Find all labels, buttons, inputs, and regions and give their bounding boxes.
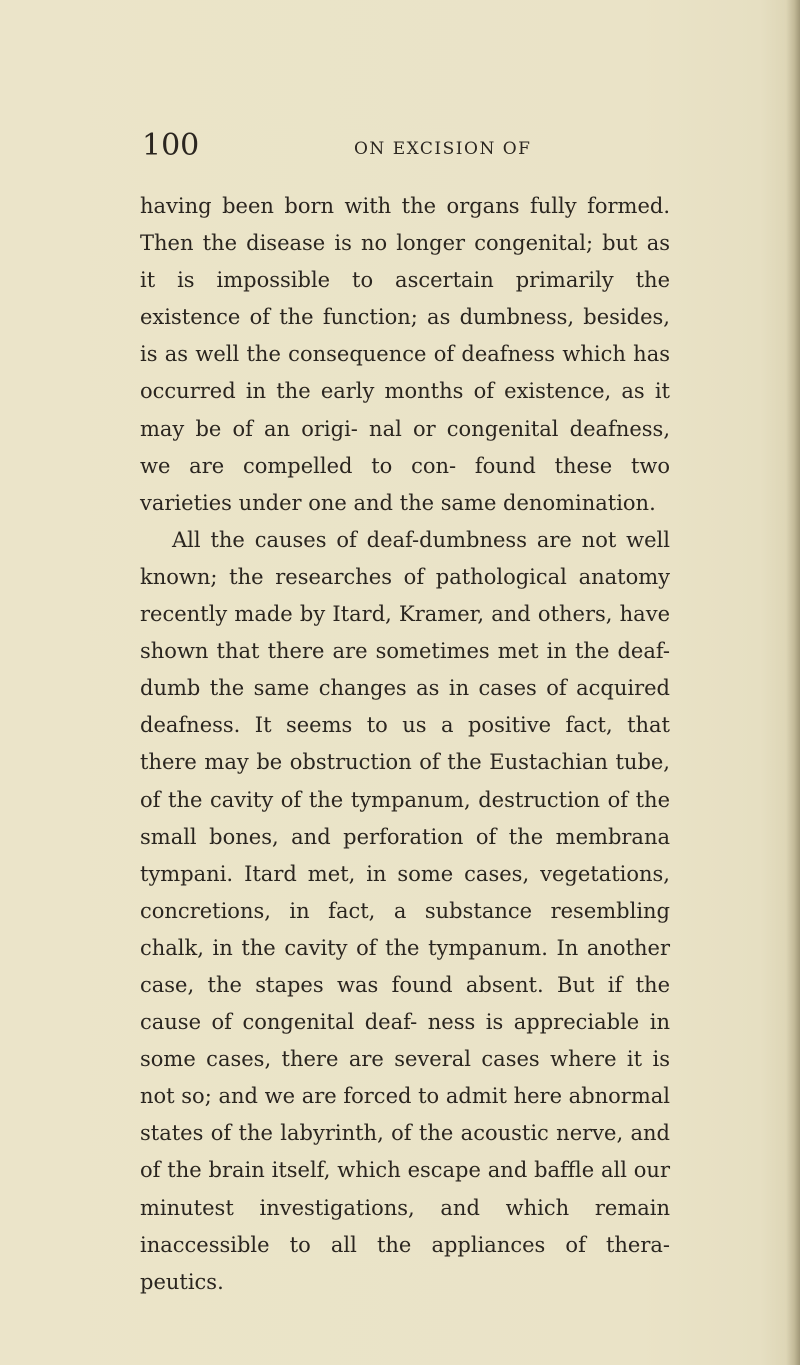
page-header	[142, 128, 682, 168]
page-edge-shadow	[786, 0, 800, 1365]
paragraph-causes: All the causes of deaf-dumbness are not well known; the researches of pathological anatomy recently made by Itard, Kramer, and others, have shown that there are sometimes met in the deaf- dumb the same changes as in cases of acquired deafness. It seems to us a positive fact, that there may be obstruction of the Eustachian tube, of the cavity of the tympanum, destruction of the small bones, and perforation of the membrana tympani. Itard met, in some cases, vegetations, concretions, in fact, a substance resembling chalk, in the cavity of the tympanum. In another case, the stapes was found absent. But if the cause of congenital deaf- ness is appreciable in some cases, there are several cases where it is not so; and we are forced to admit here abnormal states of the labyrinth, of the acoustic nerve, and of the brain itself, which escape and baffle all our minutest investigations, and which remain inaccessible to all the appliances of thera- peutics.	[140, 527, 670, 1294]
paragraph-continuation: having been born with the organs fully formed. Then the disease is no longer congenital; but as it is impossible to ascertain primarily the existence of the function; as dumbness, besides, is as well the consequence of deafness which has occurred in the early months of existence, as it may be of an origi- nal or congenital deafness, we are compelled to con- found these two varieties under one and the same denomination.	[140, 194, 670, 515]
page-number: 100	[142, 128, 200, 163]
running-title: ON EXCISION OF	[354, 139, 532, 159]
body-text	[140, 188, 670, 1301]
